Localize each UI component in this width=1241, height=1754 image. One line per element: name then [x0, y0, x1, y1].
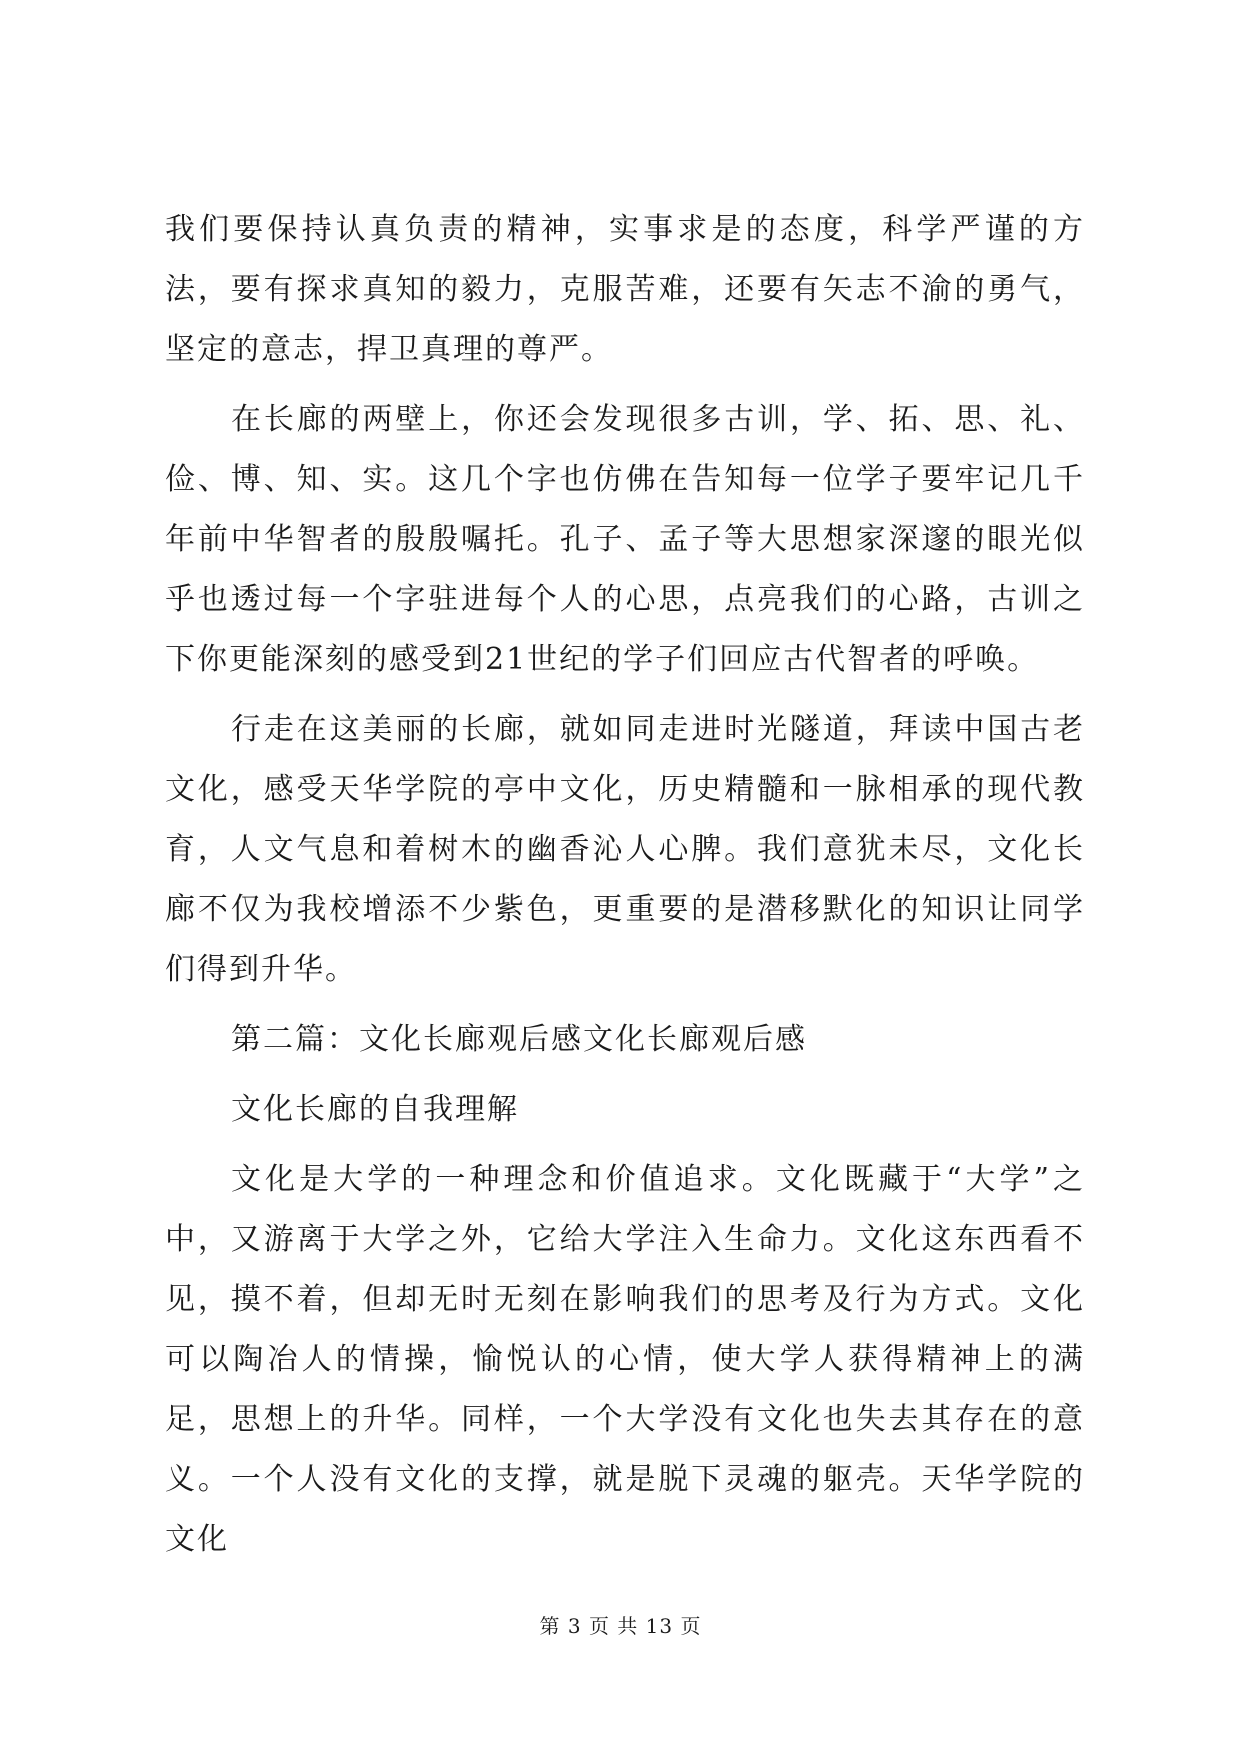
section-heading: 第二篇：文化长廊观后感文化长廊观后感: [231, 1022, 807, 1057]
paragraph-4: 文化是大学的一种理念和价值追求。文化既藏于“大学”之中，又游离于大学之外，它给大学注入生命力。文化这东西看不见，摸不着，但却无时无刻在影响我们的思考及行为方式。文化可以陶冶人的情操，愉悦认的心情，使大学人获得精神上的满足，思想上的升华。同样，一个大学没有文化也失去其存在的意义。一个人没有文化的支撑，就是脱下灵魂的躯壳。天华学院的文化: [165, 1162, 1085, 1557]
paragraph-3: 行走在这美丽的长廊，就如同走进时光隧道，拜读中国古老文化，感受天华学院的亭中文化，历史精髓和一脉相承的现代教育，人文气息和着树木的幽香沁人心脾。我们意犹未尽，文化长廊不仅为我校增添不少紫色，更重要的是潜移默化的知识让同学们得到升华。: [165, 712, 1085, 987]
section-subheading: 文化长廊的自我理解: [231, 1092, 519, 1127]
paragraph-2: 在长廊的两壁上，你还会发现很多古训，学、拓、思、礼、俭、博、知、实。这几个字也仿佛在告知每一位学子要牢记几千年前中华智者的殷殷嘱托。孔子、孟子等大思想家深邃的眼光似乎也透过每一个字驻进每个人的心思，点亮我们的心路，古训之下你更能深刻的感受到21世纪的学子们回应古代智者的呼唤。: [165, 402, 1085, 677]
body-text: [165, 200, 1085, 1580]
paragraph-1: 我们要保持认真负责的精神，实事求是的态度，科学严谨的方法，要有探求真知的毅力，克服苦难，还要有矢志不渝的勇气，坚定的意志，捍卫真理的尊严。: [165, 212, 1085, 367]
page-number-footer: 第 3 页 共 13 页: [539, 1614, 702, 1638]
